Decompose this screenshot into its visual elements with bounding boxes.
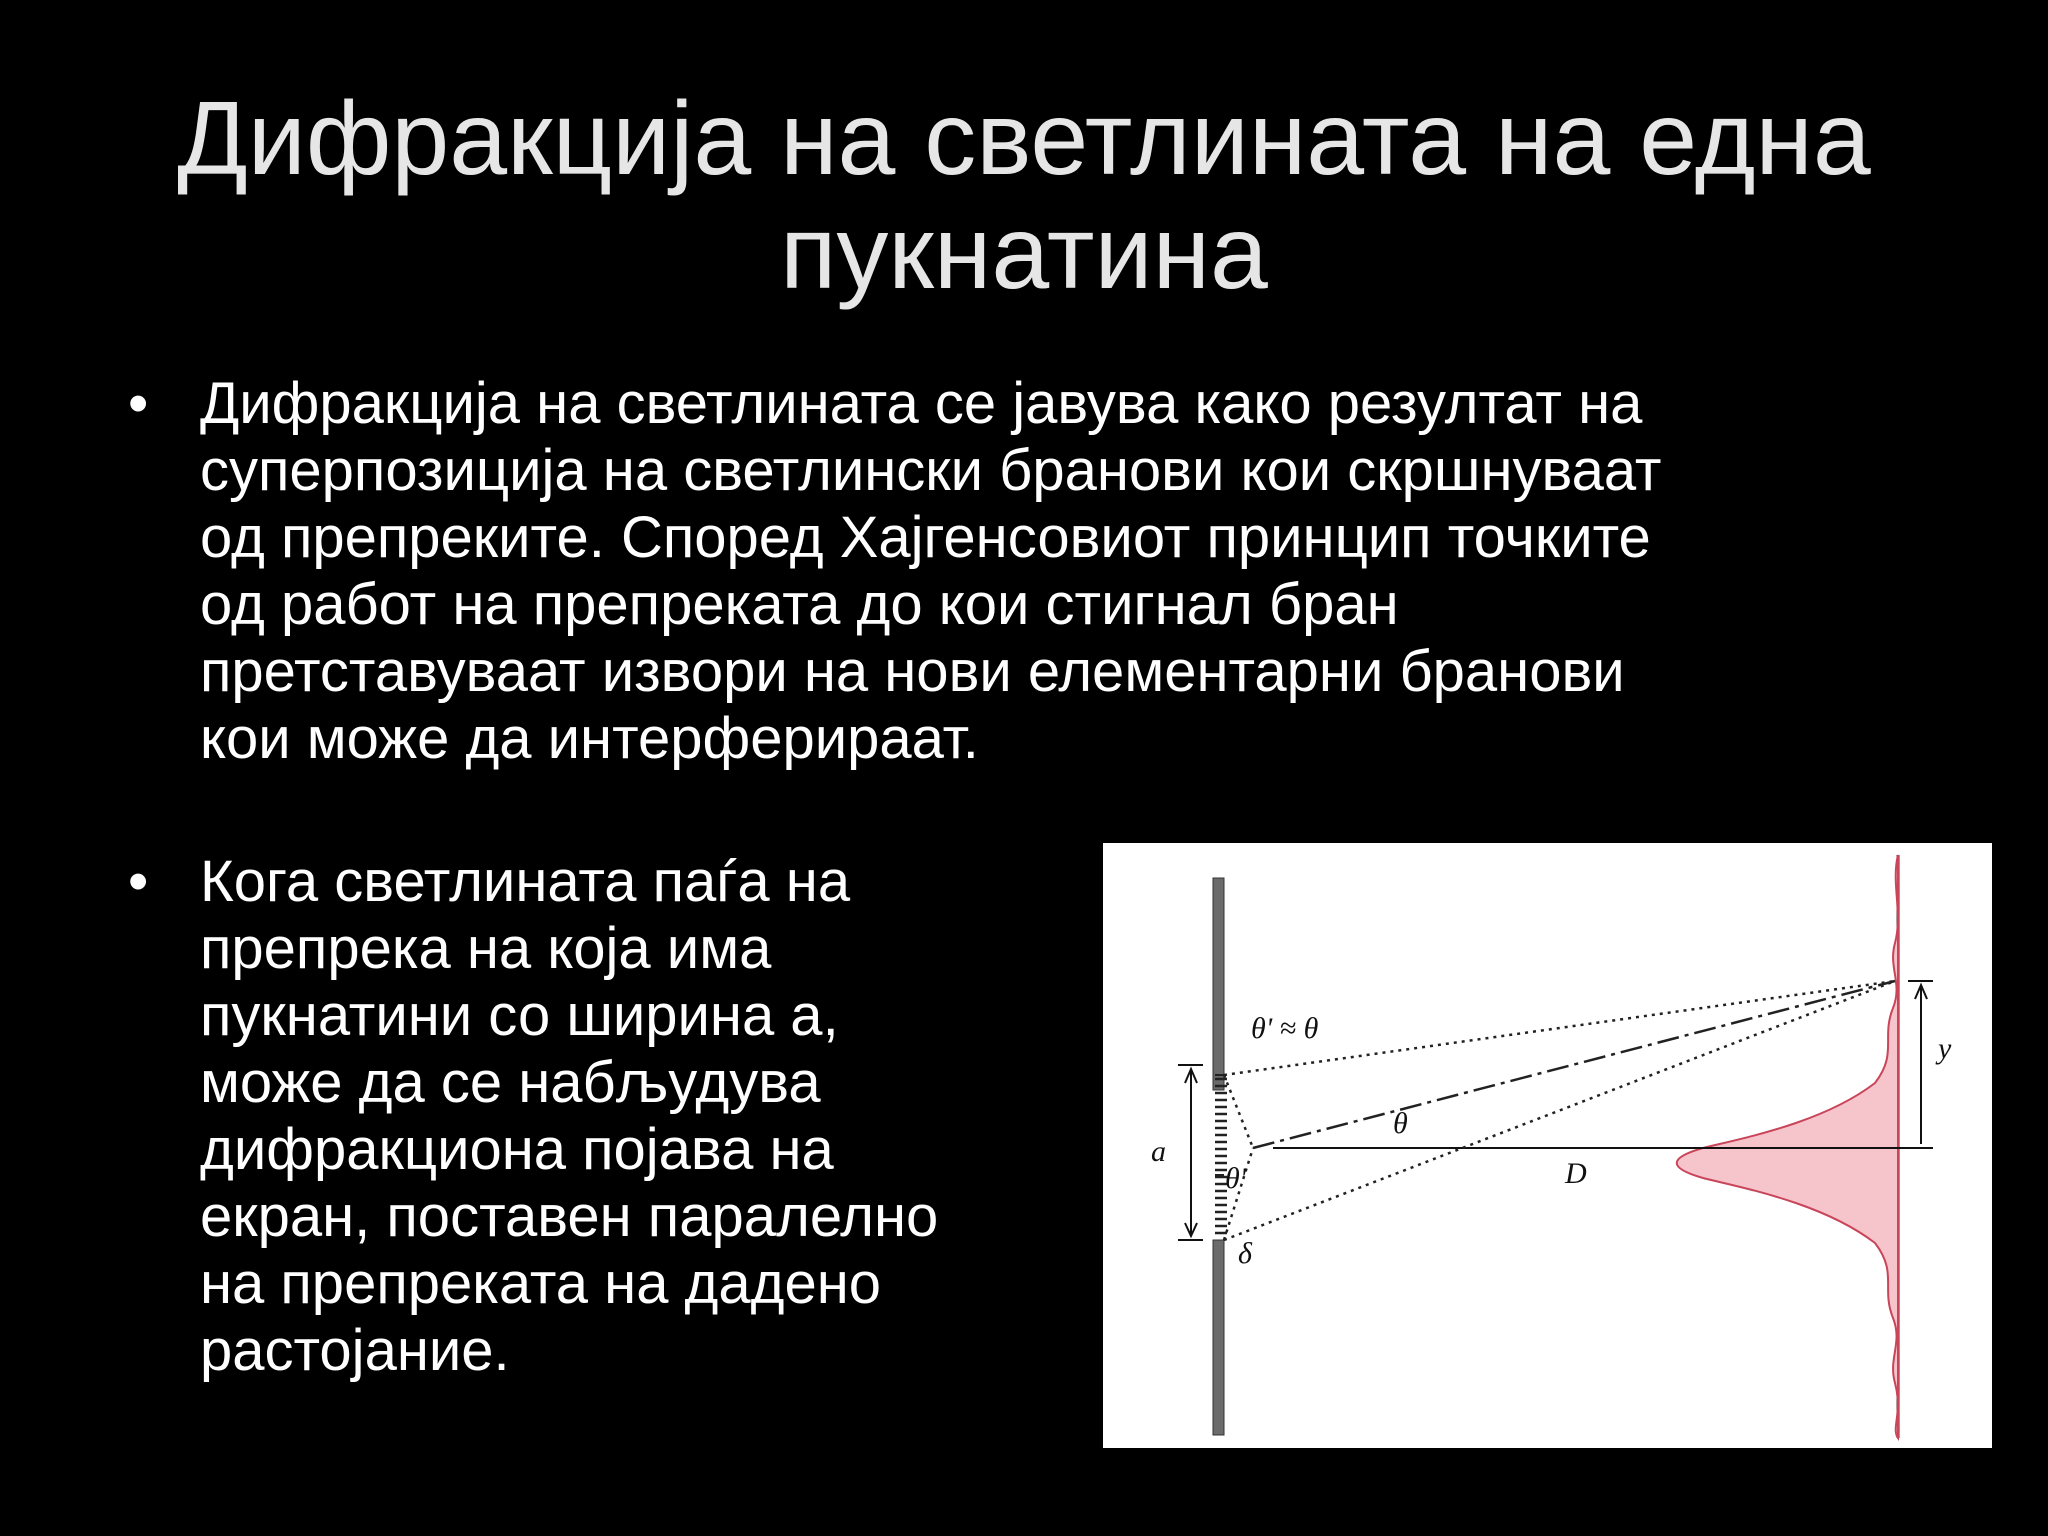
slit-width-dimension: [1178, 1065, 1203, 1240]
label-theta-prime: θ': [1225, 1162, 1247, 1195]
bullet-1-line: од работ на препреката до кои стигнал бран: [200, 572, 1399, 637]
bullet-2-line: екран, поставен паралелно: [200, 1184, 939, 1249]
bullet-1-line: суперпозиција на светлински бранови кои скршнуваат: [200, 438, 1662, 503]
fringe-height-dimension: [1908, 981, 1933, 1148]
bullet-item-diffraction-definition: [128, 370, 1980, 772]
bullet-dot-icon: •: [128, 849, 149, 914]
single-slit-diffraction-diagram: [1103, 843, 1992, 1448]
label-theta: θ: [1393, 1107, 1408, 1140]
barrier-bottom: [1213, 1240, 1224, 1435]
bullet-item-slit-observation: [128, 848, 1100, 1384]
slide-title-line-1: Дифракција на светлината на една: [177, 81, 1871, 197]
bullet-2-line: растојание.: [200, 1318, 510, 1383]
label-a: a: [1151, 1135, 1166, 1168]
label-theta-approx: θ' ≈ θ: [1251, 1012, 1319, 1045]
diagram-canvas: [1103, 843, 1992, 1448]
barrier-top: [1213, 878, 1224, 1090]
bullet-1-line: од препреките. Според Хајгенсовиот принцип точките: [200, 505, 1651, 570]
bullet-2-line: дифракциона појава на: [200, 1117, 834, 1182]
bullet-2-line: Кога светлината паѓа на: [200, 849, 851, 914]
bullet-2-line: препрека на која има: [200, 916, 772, 981]
intensity-profile: [1677, 855, 1898, 1438]
slit-wavelet-points: [1215, 1079, 1227, 1233]
label-y: y: [1938, 1032, 1952, 1065]
bullet-dot-icon: •: [128, 371, 149, 436]
label-D: D: [1565, 1157, 1587, 1190]
bullet-1-line: кои може да интерферираат.: [200, 706, 979, 771]
bullet-2-line: може да се набљудува: [200, 1050, 821, 1115]
slide-title-line-2: пукнатина: [780, 195, 1268, 311]
bullet-1-line: претставуваат извори на нови елементарни бранови: [200, 639, 1625, 704]
bullet-1-line: Дифракција на светлината се јавува како резултат на: [200, 371, 1643, 436]
bullet-2-line: на препреката на дадено: [200, 1251, 882, 1316]
label-delta: δ: [1238, 1237, 1252, 1270]
slide-title: [0, 82, 2048, 310]
bullet-2-line: пукнатини со ширина а,: [200, 983, 839, 1048]
